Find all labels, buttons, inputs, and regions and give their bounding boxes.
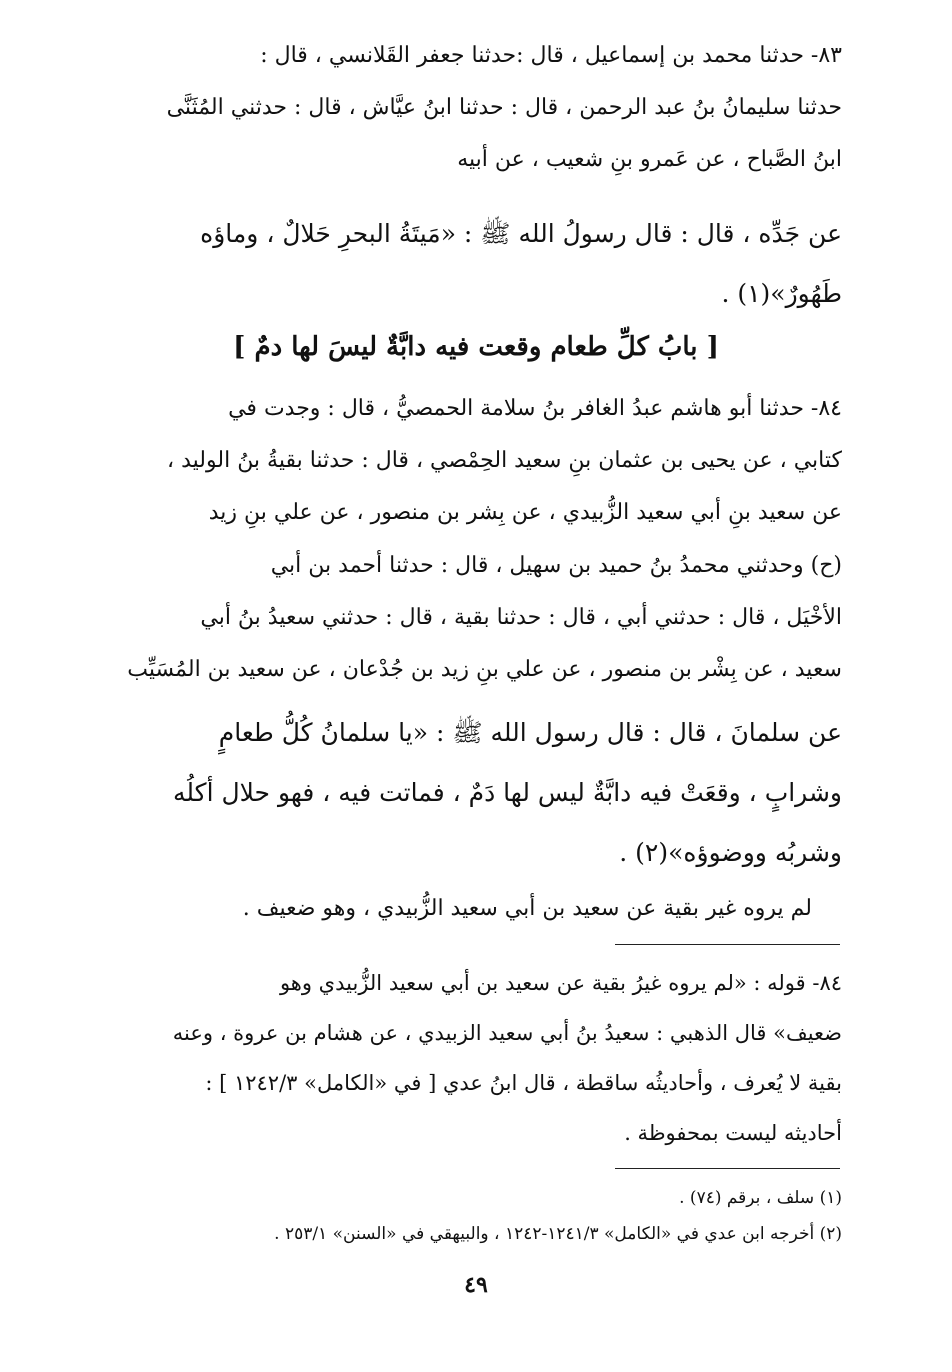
text-line: ٨٣- حدثنا محمد بن إسماعيل ، قال :حدثنا جعفر القَلانسي ، قال : [260,43,842,68]
footnote-2: (٢) أخرجه ابن عدي في «الكامل» ١٢٤١/٣-١٢٤٢ ، والبيهقي في «السنن» ٢٥٣/١ . [274,1224,842,1244]
hadith-83-isnad [112,30,842,186]
text-line: كتابي ، عن يحيى بن عثمان بنِ سعيد الحِمْصي ، قال : حدثنا بقيةُ بنُ الوليد ، [167,448,842,473]
hadith-84-second-isnad [112,540,842,696]
hadith-83-matn [112,204,842,324]
text-line: الأخْيَل ، قال : حدثني أبي ، قال : حدثنا بقية ، قال : حدثني سعيدُ بنُ أبي [200,605,842,630]
text-line: وشرابٍ ، وقعَتْ فيه دابَّةٌ ليس لها دَمٌ ، فماتت فيه ، فهو حلال أكلُه [172,778,842,807]
footnotes [112,1180,842,1252]
chapter-heading: [ بابُ كلِّ طعام وقعت فيه دابَّةٌ ليسَ لها دمٌ ] [233,332,719,362]
footnote-separator [615,1168,840,1169]
text-line: ٨٤- قوله : «لم يروه غيرُ بقية عن سعيد بن أبي سعيد الزُّبيدي وهو [279,971,842,995]
text-line: ضعيف» قال الذهبي : سعيدُ بنُ أبي سعيد الزبيدي ، عن هشام بن عروة ، وعنه [172,1021,842,1045]
text-line: حدثنا سليمانُ بنُ عبد الرحمن ، قال : حدثنا ابنُ عيَّاش ، قال : حدثني المُثَنَّى [166,95,842,120]
text-line: ابنُ الصَّباح ، عن عَمرو بنِ شعيب ، عن أبيه [457,147,842,172]
text-line: عن سلمانَ ، قال : قال رسول الله ﷺ : «يا سلمانُ كُلُّ طعامٍ [218,718,842,747]
hadith-84-remark [112,883,842,935]
text-line: سعيد ، عن بِشْر بن منصور ، عن علي بنِ زيد بن جُدْعان ، عن سعيد بن المُسَيِّب [127,657,842,682]
text-line: طَهُورٌ»(١) . [721,279,842,308]
hadith-84-isnad [112,383,842,539]
hadith-84-matn [112,703,842,883]
text-line: عن سعيد بنِ أبي سعيد الزُّبيدي ، عن بِشر بن منصور ، عن علي بنِ زيد [208,500,842,525]
text-line: ٨٤- حدثنا أبو هاشم عبدُ الغافر بنُ سلامة الحمصيُّ ، قال : وجدت في [228,396,842,421]
text-line: لم يروه غير بقية عن سعيد بن أبي سعيد الزُّبيدي ، وهو ضعيف . [242,896,812,921]
commentary-separator [615,944,840,945]
page-number: ٤٩ [464,1272,488,1298]
text-line: بقية لا يُعرف ، وأحاديثُه ساقطة ، قال ابنُ عدي [ في «الكامل» ١٢٤٢/٣ ] : [205,1071,842,1095]
text-line: عن جَدِّه ، قال : قال رسولُ الله ﷺ : «مَيتَةُ البحرِ حَلالٌ ، وماؤه [200,219,842,248]
text-line: (ح) وحدثني محمدُ بنُ حميد بن سهيل ، قال : حدثنا أحمد بن أبي [270,553,842,578]
text-line: وشربُه ووضوؤه»(٢) . [619,838,842,867]
footnote-1: (١) سلف ، برقم (٧٤) . [679,1188,842,1208]
text-line: أحاديثه ليست بمحفوظة . [624,1121,842,1145]
commentary-block [112,958,842,1158]
